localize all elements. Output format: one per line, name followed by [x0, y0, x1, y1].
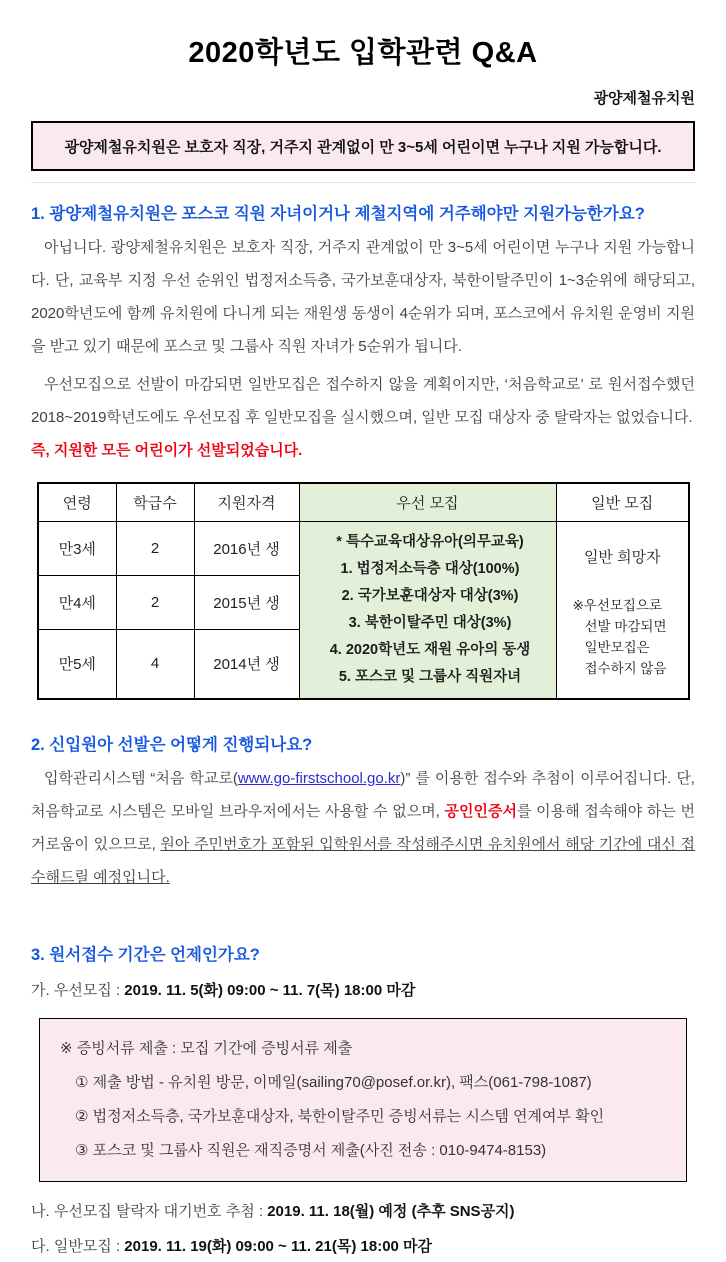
certificate-emphasis: 공인인증서 — [444, 802, 517, 820]
header-age: 연령 — [38, 483, 116, 521]
note-line-3: 일반모집은 — [584, 639, 650, 655]
header-class-count: 학급수 — [116, 483, 194, 521]
schedule-general-label: 다. 일반모집 : — [31, 1237, 125, 1255]
cell-age-4: 만4세 — [38, 575, 116, 629]
priority-item-2: 2. 국가보훈대상자 대상(3%) — [341, 587, 519, 604]
page-title: 2020학년도 입학관련 Q&A — [188, 37, 538, 69]
answer-2-text-3: 를 이용해 접속해야 하는 번거로움이 있으므로, — [31, 802, 695, 853]
answer-2-text-2: )” 를 이용한 접수와 추첨이 이루어집니다. 단, 처음학교로 시스템은 모바일 브라우저에서는 사용할 수 없으며, — [31, 769, 695, 820]
header-general-admission: 일반 모집 — [556, 483, 689, 521]
note-line-2: 선발 마감되면 — [584, 618, 667, 634]
question-2-heading: 2. 신입원아 선발은 어떻게 진행되나요? — [31, 735, 313, 754]
priority-item-5: 5. 포스코 및 그룹사 직원자녀 — [338, 668, 522, 685]
answer-2-underlined: 원아 주민번호가 포함된 입학원서를 작성해주시면 유치원에서 해당 기간에 대신 접수해드릴 예정입니다. — [31, 835, 695, 886]
schedule-general-period — [31, 1232, 695, 1262]
schedule-priority-label: 가. 우선모집 : — [31, 981, 125, 999]
schedule-general-dates: 2019. 11. 19(화) 09:00 ~ 11. 21(목) 18:00 마감 — [124, 1237, 433, 1255]
header-eligibility: 지원자격 — [194, 483, 299, 521]
schedule-waitlist-label: 나. 우선모집 탈락자 대기번호 추첨 : — [31, 1202, 268, 1220]
cell-classes-4: 2 — [116, 575, 194, 629]
cell-age-5: 만5세 — [38, 629, 116, 698]
question-3-heading: 3. 원서접수 기간은 언제인가요? — [31, 945, 260, 964]
schedule-waitlist-draw — [31, 1197, 695, 1227]
notice-text: 광양제철유치원은 보호자 직장, 거주지 관계없이 만 3~5세 어린이면 누구나 지원 가능합니다. — [64, 138, 662, 156]
docs-box-line-2: ① 제출 방법 - 유치원 방문, 이메일(sailing70@posef.or.kr), 팩스(061-798-1087) — [75, 1073, 592, 1091]
answer-1-paragraph-2: 우선모집으로 선발이 마감되면 일반모집은 접수하지 않을 계획이지만, ‘처음학교로’ 로 원서접수했던 2018~2019학년도에도 우선모집 후 일반모집을 실시했으며, 일반 모집 대상자 중 탈락자는 없었습니다. — [31, 376, 695, 426]
note-line-1: ※우선모집으로 — [572, 597, 663, 613]
cell-age-3: 만3세 — [38, 521, 116, 575]
note-line-4: 접수하지 않음 — [584, 660, 667, 676]
header-priority-admission: 우선 모집 — [299, 483, 556, 521]
firstschool-link[interactable]: www.go-firstschool.go.kr — [237, 769, 401, 787]
table-row — [38, 521, 689, 575]
cell-general-admission — [556, 521, 689, 699]
answer-2-paragraph — [31, 762, 695, 894]
priority-item-3: 3. 북한이탈주민 대상(3%) — [348, 614, 512, 631]
general-admission-target: 일반 희망자 — [583, 548, 661, 566]
cell-priority-admission — [299, 521, 556, 699]
answer-1-paragraph-1: 아닙니다. 광양제철유치원은 보호자 직장, 거주지 관계없이 만 3~5세 어린이면 누구나 지원 가능합니다. 단, 교육부 지정 우선 순위인 법정저소득층, 국가보훈대상자, 북한이탈주민이 1~3순위에 해당되고, 2020학년도에 함께 유치원에 다니게 되는 재원생 동생이 4순위가 되며, 포스코에서 유치원 운영비 지원을 받고 있기 때문에 포스코 및 그룹사 직원 자녀가 5순위가 됩니다. — [31, 239, 695, 355]
docs-box-line-4: ③ 포스코 및 그룹사 직원은 재직증명서 제출(사진 전송 : 010-9474-8153) — [75, 1141, 547, 1159]
schedule-priority-dates: 2019. 11. 5(화) 09:00 ~ 11. 7(목) 18:00 마감 — [124, 981, 416, 999]
cell-birthyear-5: 2014년 생 — [194, 629, 299, 698]
cell-birthyear-3: 2016년 생 — [194, 521, 299, 575]
cell-birthyear-4: 2015년 생 — [194, 575, 299, 629]
priority-item-special: * 특수교육대상유아(의무교육) — [336, 533, 524, 550]
general-admission-note — [563, 595, 683, 679]
schedule-waitlist-date: 2019. 11. 18(월) 예정 (추후 SNS공지) — [267, 1202, 515, 1220]
org-name: 광양제철유치원 — [593, 90, 695, 107]
priority-item-4: 4. 2020학년도 재원 유아의 동생 — [329, 641, 531, 658]
answer-1-emphasis: 즉, 지원한 모든 어린이가 선발되었습니다. — [31, 442, 303, 459]
table-header-row — [38, 483, 689, 521]
cell-classes-3: 2 — [116, 521, 194, 575]
docs-box-line-3: ② 법정저소득층, 국가보훈대상자, 북한이탈주민 증빙서류는 시스템 연계여부 확인 — [75, 1107, 605, 1125]
schedule-priority-period — [31, 976, 695, 1006]
answer-2-text-1: 입학관리시스템 “처음 학교로( — [44, 769, 238, 787]
priority-item-1: 1. 법정저소득층 대상(100%) — [340, 560, 520, 577]
notice-box — [31, 121, 695, 171]
cell-classes-5: 4 — [116, 629, 194, 698]
supporting-docs-box — [39, 1018, 687, 1182]
question-1-heading: 1. 광양제철유치원은 포스코 직원 자녀이거나 제철지역에 거주해야만 지원가능한가요? — [31, 205, 645, 223]
docs-box-line-1: ※ 증빙서류 제출 : 모집 기간에 증빙서류 제출 — [60, 1039, 353, 1057]
admission-table — [37, 482, 690, 700]
section-divider — [31, 182, 695, 183]
